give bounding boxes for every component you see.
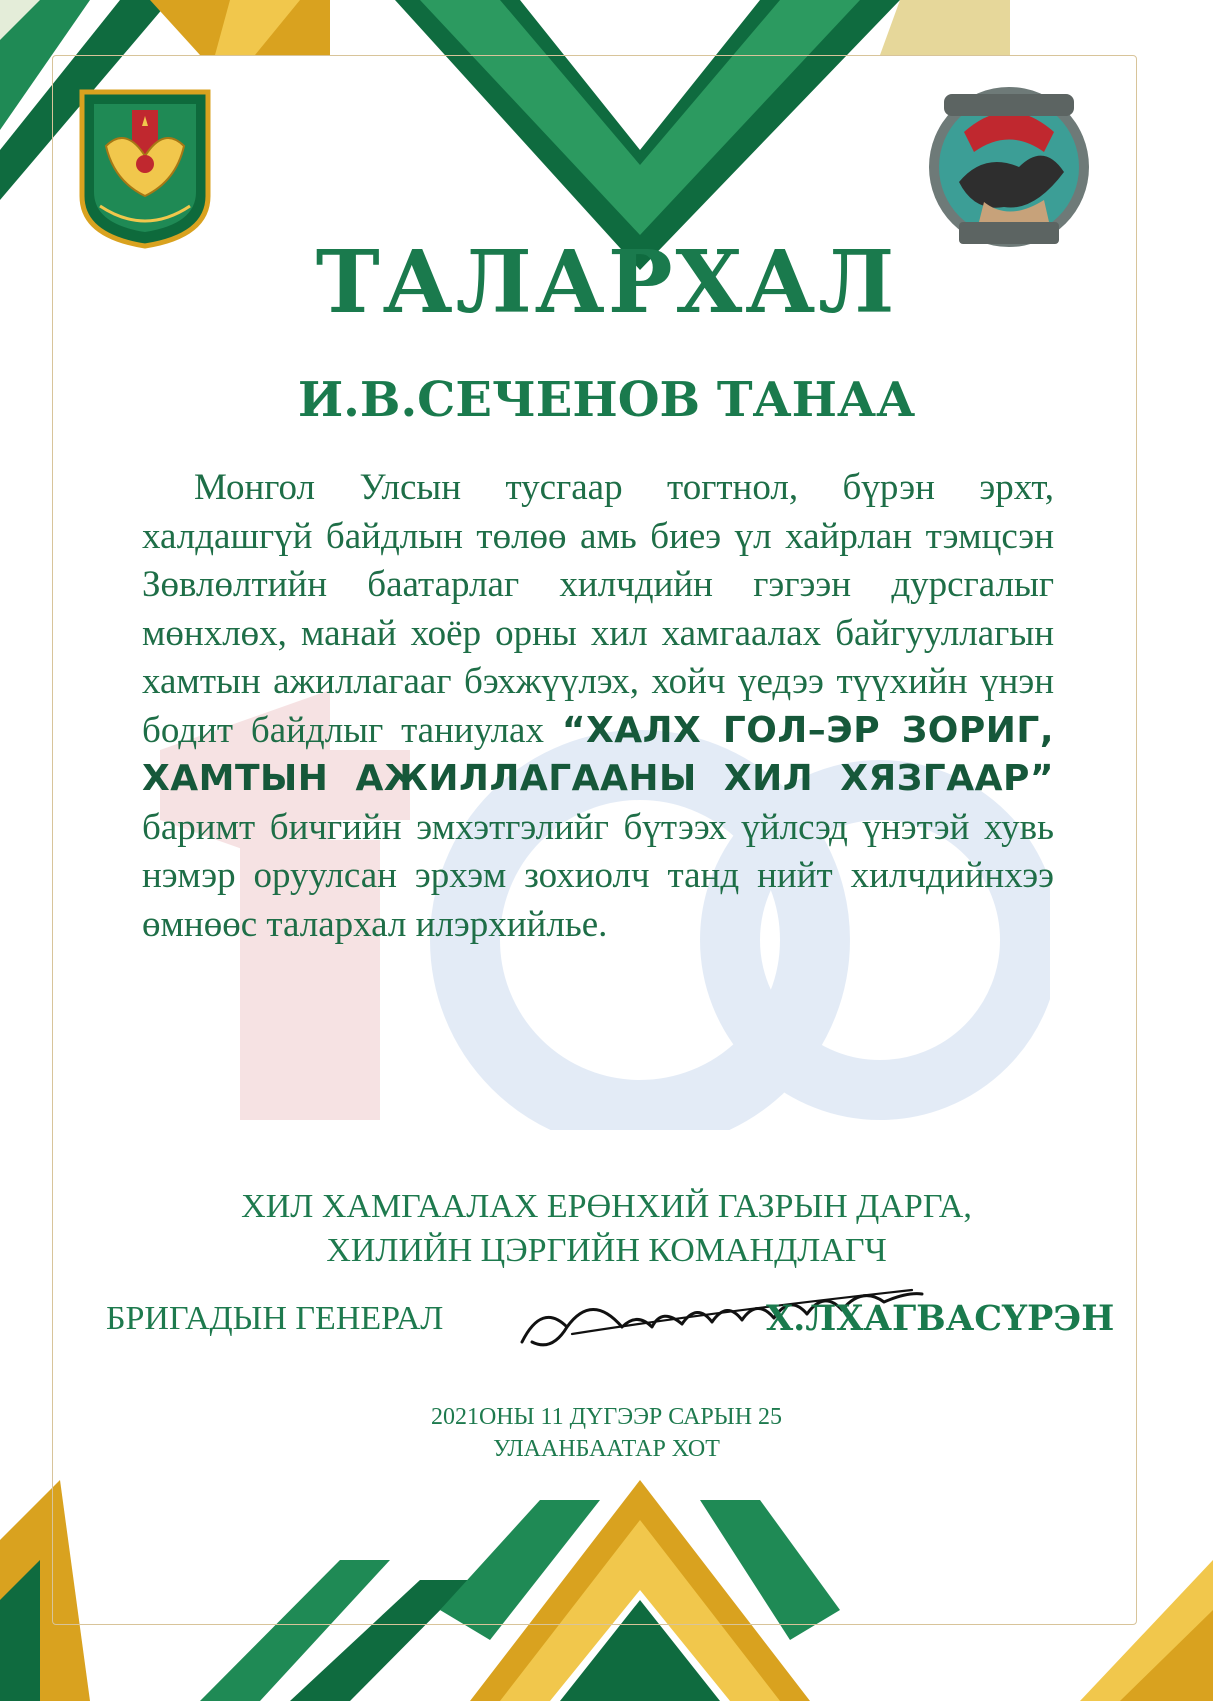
certificate-body [142,464,1054,949]
body-intro: Монгол Улсын тусгаар тогтнол, бүрэн эрхт, халдашгүй байдлын төлөө амь биеэ үл хайрлан тэмцсэн Зөвлөлтийн баатарлаг хилчдийн гэгээн дурсгалыг мөнхлөх, манай хоёр орны хил хамгаалах байгууллагын хамтын ажиллагааг бэхжүүлэх, хойч үедээ түүхийн үнэн бодит байдлыг таниулах [142,467,1054,751]
signatory-rank: БРИГАДЫН ГЕНЕРАЛ [106,1300,444,1337]
signatory-name: Х.ЛХАГВАСҮРЭН [766,1298,1115,1339]
issue-place: УЛААНБААТАР ХОТ [493,1436,720,1462]
signatory-position-line-1: ХИЛ ХАМГААЛАХ ЕРӨНХИЙ ГАЗРЫН ДАРГА, [241,1188,972,1225]
signatory-position-line-2: ХИЛИЙН ЦЭРГИЙН КОМАНДЛАГЧ [326,1232,887,1269]
body-outro: баримт бичгийн эмхэтгэлийг бүтээх үйлсэд үнэтэй хувь нэмэр оруулсан эрхэм зохиолч танд нийт хилчдийнхээ өмнөөс талархал илэрхийлье. [142,806,1054,945]
document-collection-title: “ХАЛХ ГОЛ–ЭР ЗОРИГ, ХАМТЫН АЖИЛЛАГААНЫ ХИЛ ХЯЗГААР” [142,709,1055,799]
issue-date: 2021ОНЫ 11 ДҮГЭЭР САРЫН 25 [430,1404,783,1430]
border-guard-emblem [76,86,214,250]
addressee-line: И.В.СЕЧЕНОВ ТАНАА [297,372,916,428]
certificate-title: ТАЛАРХАЛ [315,232,898,333]
